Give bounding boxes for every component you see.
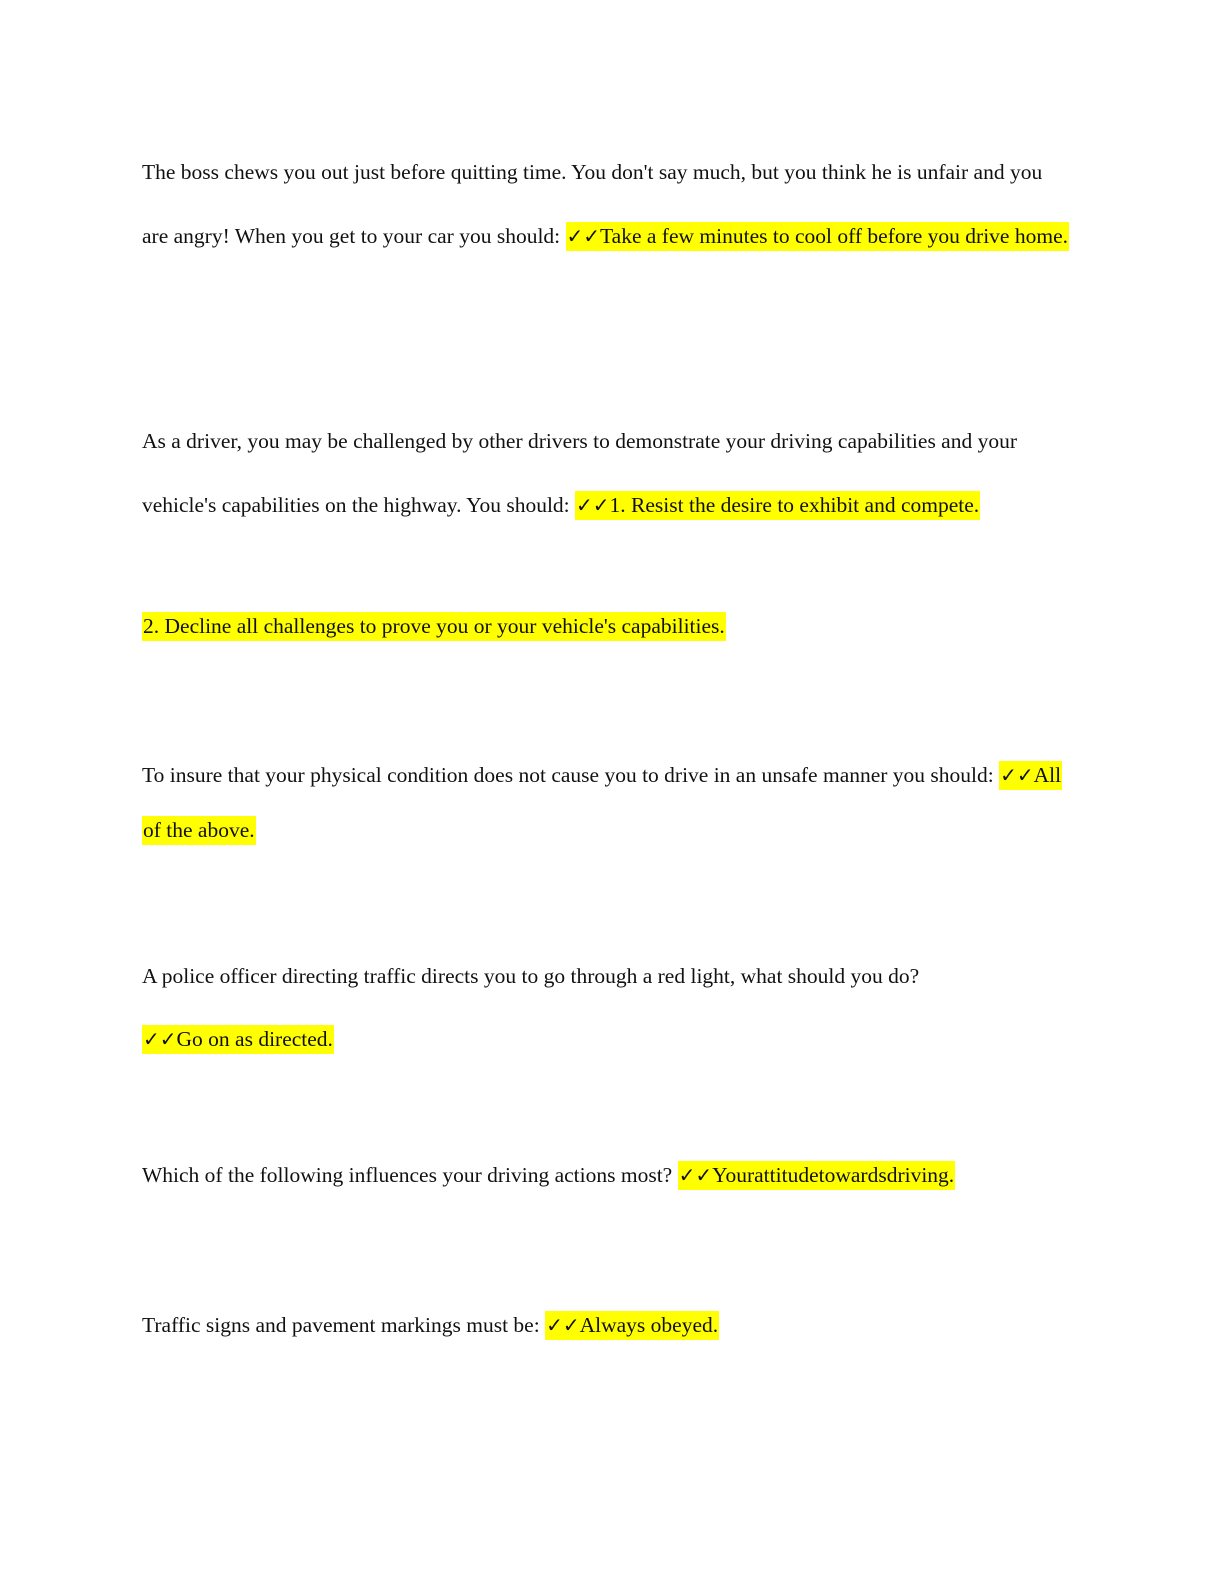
answer-text: Go on as directed. (176, 1027, 333, 1051)
answer-text: All of the above. (143, 763, 1062, 842)
double-check-icon: ✓✓ (566, 224, 601, 248)
question-block (142, 1159, 1072, 1191)
question-text: A police officer directing traffic directs you to go through a red light, what should you do? (142, 964, 920, 988)
double-check-icon: ✓✓ (143, 1027, 177, 1051)
answer-highlight: 2. Decline all challenges to prove you or your vehicle's capabilities. (142, 612, 726, 641)
double-check-icon: ✓✓ (1000, 763, 1034, 787)
double-check-icon: ✓✓ (546, 1313, 580, 1337)
answer-text: Yourattitudetowardsdriving. (712, 1163, 955, 1187)
answer-highlight (142, 1025, 334, 1054)
question-block (142, 140, 1072, 268)
double-check-icon: ✓✓ (576, 493, 610, 517)
question-text: To insure that your physical condition does not cause you to drive in an unsafe manner you should: (142, 763, 994, 787)
answer-text: 1. Resist the desire to exhibit and compete. (609, 493, 980, 517)
answer-highlight (575, 491, 980, 520)
question-block (142, 1309, 1072, 1341)
answer-text: Always obeyed. (579, 1313, 719, 1337)
question-block (142, 945, 1072, 1071)
question-text: As a driver, you may be challenged by other drivers to demonstrate your driving capabilities and your vehicle's capabilities on the highway. You should: (142, 429, 1018, 517)
question-text: Traffic signs and pavement markings must be: (142, 1313, 540, 1337)
answer-continuation (142, 610, 1072, 642)
answer-highlight (566, 222, 1069, 251)
question-text: Which of the following influences your driving actions most? (142, 1163, 673, 1187)
answer-highlight (545, 1311, 719, 1340)
answer-highlight (678, 1161, 956, 1190)
answer-text: Take a few minutes to cool off before you drive home. (600, 224, 1068, 248)
double-check-icon: ✓✓ (678, 1163, 713, 1187)
question-block (142, 409, 1072, 537)
question-text: The boss chews you out just before quitting time. You don't say much, but you think he is unfair and you are angry! When you get to your car you should: (142, 160, 1043, 248)
question-block (142, 748, 1072, 858)
